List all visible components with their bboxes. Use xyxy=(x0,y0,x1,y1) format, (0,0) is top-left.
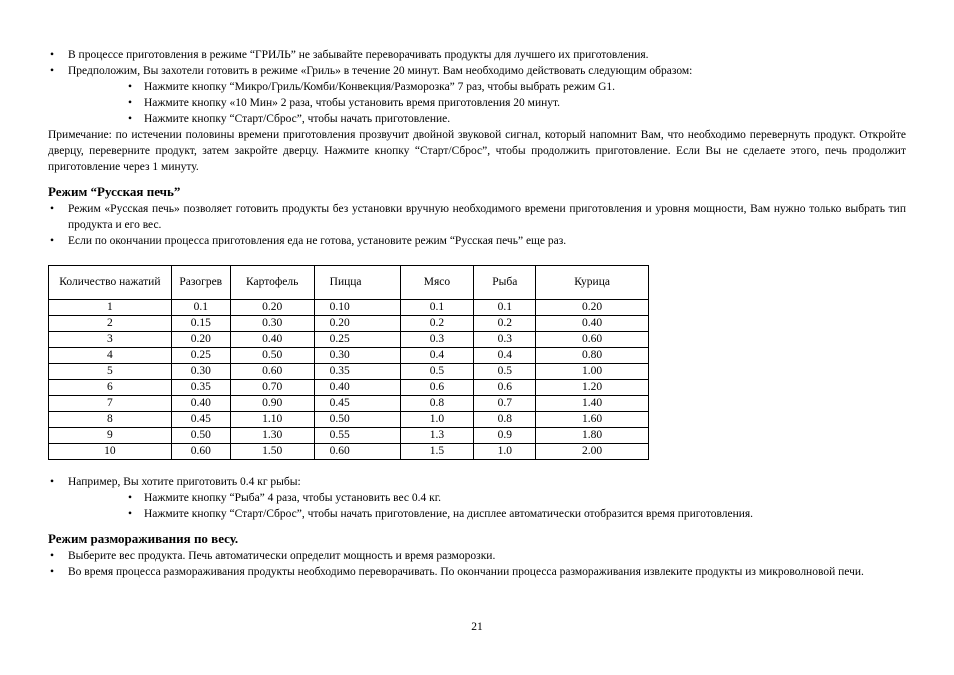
table-row xyxy=(49,332,649,348)
example-sub-bullet-2: • Нажмите кнопку “Старт/Сброс”, чтобы начать приготовление, на дисплее автоматически отобразится время приготовления. xyxy=(48,506,906,522)
table-cell-potato: 0.70 xyxy=(230,380,314,396)
table-cell-meat: 0.3 xyxy=(400,332,474,348)
table-row xyxy=(49,444,649,460)
table-cell-meat: 0.8 xyxy=(400,396,474,412)
intro-sub-bullet-1: • Нажмите кнопку “Микро/Гриль/Комби/Конвекция/Разморозка” 7 раз, чтобы выбрать режим G1. xyxy=(48,79,906,95)
table-cell-chicken: 2.00 xyxy=(536,444,649,460)
table-cell-meat: 0.6 xyxy=(400,380,474,396)
table-cell-potato: 0.90 xyxy=(230,396,314,412)
table-row xyxy=(49,316,649,332)
table-cell-pizza: 0.50 xyxy=(314,412,400,428)
table-cell-fish: 1.0 xyxy=(474,444,536,460)
table-cell-chicken: 1.00 xyxy=(536,364,649,380)
table-cell-meat: 1.0 xyxy=(400,412,474,428)
table-cell-presses: 6 xyxy=(49,380,172,396)
intro-sub-bullet-3: • Нажмите кнопку “Старт/Сброс”, чтобы начать приготовление. xyxy=(48,111,906,127)
table-cell-reheat: 0.35 xyxy=(171,380,230,396)
table-cell-reheat: 0.30 xyxy=(171,364,230,380)
table-cell-chicken: 0.80 xyxy=(536,348,649,364)
russian-oven-bullet-2: • Если по окончании процесса приготовления еда не готова, установите режим “Русская печь” еще раз. xyxy=(48,233,906,249)
table-cell-potato: 0.60 xyxy=(230,364,314,380)
page-content xyxy=(48,47,906,580)
table-cell-pizza: 0.25 xyxy=(314,332,400,348)
table-cell-fish: 0.5 xyxy=(474,364,536,380)
table-cell-potato: 0.40 xyxy=(230,332,314,348)
intro-sub-bullet-2: • Нажмите кнопку «10 Мин» 2 раза, чтобы установить время приготовления 20 минут. xyxy=(48,95,906,111)
table-cell-presses: 7 xyxy=(49,396,172,412)
table-header-pizza: Пицца xyxy=(314,266,400,300)
table-cell-pizza: 0.60 xyxy=(314,444,400,460)
defrost-heading: Режим размораживания по весу. xyxy=(48,531,239,546)
table-cell-meat: 0.1 xyxy=(400,300,474,316)
page-number: 21 xyxy=(471,621,483,633)
table-row xyxy=(49,412,649,428)
table-row xyxy=(49,364,649,380)
table-cell-potato: 1.10 xyxy=(230,412,314,428)
russian-oven-table xyxy=(48,265,649,460)
table-cell-meat: 0.2 xyxy=(400,316,474,332)
table-header-meat: Мясо xyxy=(400,266,474,300)
table-cell-chicken: 0.60 xyxy=(536,332,649,348)
table-cell-presses: 2 xyxy=(49,316,172,332)
table-cell-pizza: 0.35 xyxy=(314,364,400,380)
table-cell-potato: 1.30 xyxy=(230,428,314,444)
table-cell-meat: 0.4 xyxy=(400,348,474,364)
table-cell-pizza: 0.40 xyxy=(314,380,400,396)
table-cell-fish: 0.9 xyxy=(474,428,536,444)
table-cell-reheat: 0.1 xyxy=(171,300,230,316)
table-cell-meat: 1.3 xyxy=(400,428,474,444)
table-cell-presses: 1 xyxy=(49,300,172,316)
table-cell-reheat: 0.15 xyxy=(171,316,230,332)
table-header-presses: Количество нажатий xyxy=(49,266,172,300)
table-cell-meat: 1.5 xyxy=(400,444,474,460)
table-cell-fish: 0.3 xyxy=(474,332,536,348)
russian-oven-bullet-1: • Режим «Русская печь» позволяет готовить продукты без установки вручную необходимого времени приготовления и уровня мощности, Вам нужно только выбрать тип продукта и его вес. xyxy=(48,201,906,233)
table-cell-fish: 0.7 xyxy=(474,396,536,412)
table-cell-pizza: 0.45 xyxy=(314,396,400,412)
table-cell-fish: 0.1 xyxy=(474,300,536,316)
table-cell-meat: 0.5 xyxy=(400,364,474,380)
table-cell-reheat: 0.45 xyxy=(171,412,230,428)
table-cell-chicken: 1.60 xyxy=(536,412,649,428)
table-cell-chicken: 1.80 xyxy=(536,428,649,444)
table-row xyxy=(49,348,649,364)
table-cell-pizza: 0.55 xyxy=(314,428,400,444)
table-cell-pizza: 0.20 xyxy=(314,316,400,332)
table-cell-potato: 0.20 xyxy=(230,300,314,316)
table-cell-pizza: 0.30 xyxy=(314,348,400,364)
intro-bullet-1: • В процессе приготовления в режиме “ГРИЛЬ” не забывайте переворачивать продукты для лучшего их приготовления. xyxy=(48,47,906,63)
defrost-bullet-2: • Во время процесса размораживания продукты необходимо переворачивать. По окончании процесса размораживания извлеките продукты из микроволновой печи. xyxy=(48,564,906,580)
table-header-potato: Картофель xyxy=(230,266,314,300)
table-cell-fish: 0.4 xyxy=(474,348,536,364)
table-cell-presses: 4 xyxy=(49,348,172,364)
table-body xyxy=(49,300,649,460)
table-row xyxy=(49,380,649,396)
table-cell-reheat: 0.40 xyxy=(171,396,230,412)
table-header-fish: Рыба xyxy=(474,266,536,300)
intro-note: Примечание: по истечении половины времени приготовления прозвучит двойной звуковой сигнал, который напомнит Вам, что необходимо перевернуть продукт. Откройте дверцу, переверните продукт, затем закройте дверцу. Нажмите кнопку “Старт/Сброс”, чтобы продолжить приготовление. Если Вы не сделаете этого, печь продолжит приготовление через 1 минуту. xyxy=(48,129,906,173)
table-cell-reheat: 0.50 xyxy=(171,428,230,444)
table-cell-reheat: 0.20 xyxy=(171,332,230,348)
table-row xyxy=(49,300,649,316)
table-cell-potato: 1.50 xyxy=(230,444,314,460)
table-cell-chicken: 0.20 xyxy=(536,300,649,316)
table-row xyxy=(49,428,649,444)
table-cell-fish: 0.8 xyxy=(474,412,536,428)
table-cell-chicken: 0.40 xyxy=(536,316,649,332)
table-cell-presses: 10 xyxy=(49,444,172,460)
table-cell-potato: 0.50 xyxy=(230,348,314,364)
table-cell-pizza: 0.10 xyxy=(314,300,400,316)
table-row xyxy=(49,396,649,412)
table-cell-chicken: 1.20 xyxy=(536,380,649,396)
russian-oven-heading: Режим “Русская печь” xyxy=(48,184,181,199)
defrost-bullet-1: • Выберите вес продукта. Печь автоматически определит мощность и время разморозки. xyxy=(48,548,906,564)
intro-bullet-2: • Предположим, Вы захотели готовить в режиме «Гриль» в течение 20 минут. Вам необходимо действовать следующим образом: xyxy=(48,63,906,79)
table-cell-presses: 8 xyxy=(49,412,172,428)
example-sub-bullet-1: • Нажмите кнопку “Рыба” 4 раза, чтобы установить вес 0.4 кг. xyxy=(48,490,906,506)
table-cell-reheat: 0.60 xyxy=(171,444,230,460)
table-cell-presses: 5 xyxy=(49,364,172,380)
table-cell-fish: 0.6 xyxy=(474,380,536,396)
table-cell-presses: 3 xyxy=(49,332,172,348)
example-bullet: • Например, Вы хотите приготовить 0.4 кг рыбы: xyxy=(48,474,906,490)
table-header-reheat: Разогрев xyxy=(171,266,230,300)
table-cell-potato: 0.30 xyxy=(230,316,314,332)
table-header-row xyxy=(49,266,649,300)
table-cell-fish: 0.2 xyxy=(474,316,536,332)
table-header-chicken: Курица xyxy=(536,266,649,300)
table-cell-reheat: 0.25 xyxy=(171,348,230,364)
table-cell-presses: 9 xyxy=(49,428,172,444)
table-cell-chicken: 1.40 xyxy=(536,396,649,412)
